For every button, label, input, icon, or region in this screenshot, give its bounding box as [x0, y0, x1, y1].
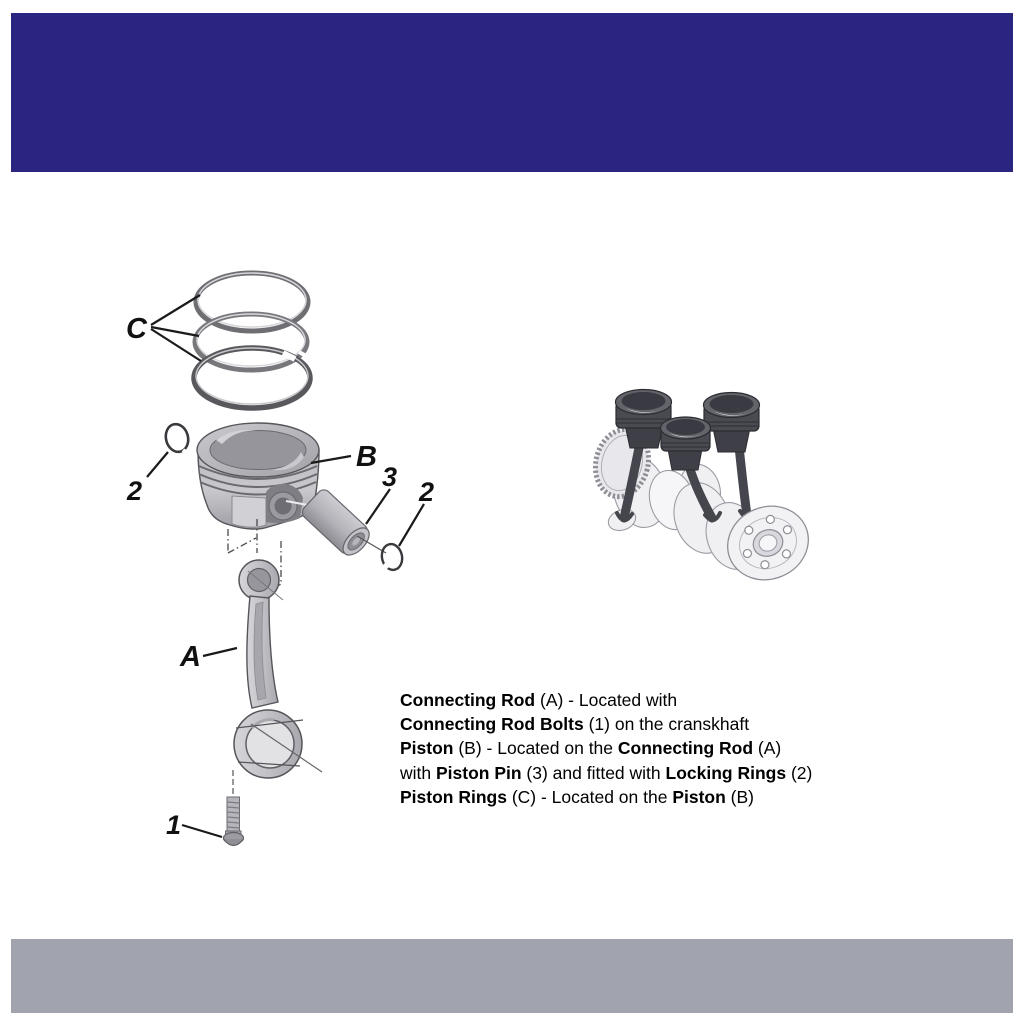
label-piston-rings: C — [126, 313, 147, 345]
locking-ring-right — [380, 542, 405, 572]
leader-rod-bolt — [182, 825, 222, 837]
leader-locking-ring-left — [147, 452, 168, 477]
piston-rings — [194, 273, 310, 408]
leader-connecting-rod — [203, 648, 237, 656]
leader-piston-rings — [151, 295, 201, 361]
leader-piston-pin — [366, 489, 390, 524]
leader-locking-ring-right — [399, 504, 424, 546]
piston — [197, 423, 319, 529]
label-locking-ring-left: 2 — [127, 476, 143, 506]
parts-description — [400, 688, 900, 809]
label-connecting-rod: A — [180, 641, 201, 673]
label-rod-bolt: 1 — [166, 810, 182, 840]
assembly-piston-2 — [661, 417, 711, 470]
description-line: Piston (B) - Located on the Connecting Rod (A) — [400, 738, 782, 759]
assembly-piston-3 — [704, 393, 760, 453]
description-line: with Piston Pin (3) and fitted with Locking Rings (2) — [400, 762, 813, 783]
footer-bar — [11, 939, 1013, 1013]
header-bar — [11, 13, 1013, 172]
description-line: Connecting Rod Bolts (1) on the cranskhaft — [400, 714, 750, 735]
crankshaft-assembly-diagram — [578, 366, 818, 596]
connecting-rod — [234, 560, 322, 778]
locking-ring-left — [163, 422, 191, 454]
label-locking-ring-right: 2 — [419, 477, 435, 507]
connecting-rod-bolt — [224, 770, 244, 846]
exploded-piston-diagram — [100, 250, 450, 870]
label-piston-pin: 3 — [382, 462, 398, 492]
piston-pin — [300, 487, 386, 560]
label-piston: B — [356, 441, 377, 473]
description-line: Piston Rings (C) - Located on the Piston (B) — [400, 786, 755, 807]
description-line: Connecting Rod (A) - Located with — [400, 690, 678, 710]
